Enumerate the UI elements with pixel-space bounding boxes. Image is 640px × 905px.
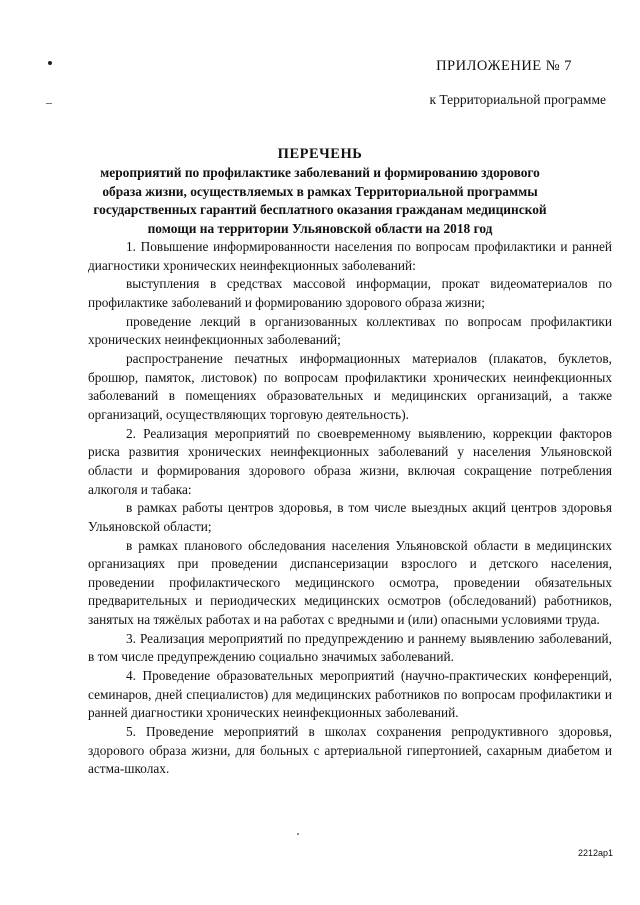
document-code: 2212ap1 [577, 848, 613, 858]
annex-label: ПРИЛОЖЕНИЕ № 7 [436, 58, 572, 74]
scan-mark-dash [46, 103, 52, 104]
annex-subtitle: к Территориальной программе [429, 92, 606, 107]
paragraph-1-item-1: выступления в средствах массовой информации, прокат видеоматериалов по профилактике заболеваний и формированию здорового образа жизни; [88, 276, 612, 310]
scan-mark-dot [48, 61, 52, 65]
paragraph-1-item-3: распространение печатных информационных материалов (плакатов, буклетов, брошюр, памяток, листовок) по вопросам профилактики хронических неинфекционных заболеваний в помещениях образовательных и медицинских организаций, а также организаций, осуществляющих торговую деятельность). [88, 350, 612, 422]
paragraph-2-item-1: в рамках работы центров здоровья, в том числе выездных акций центров здоровья Ульяновской области; [88, 500, 612, 534]
paragraph-1: 1. Повышение информированности населения по вопросам профилактики и ранней диагностики хронических неинфекционных заболеваний: [88, 239, 612, 273]
paragraph-3: 3. Реализация мероприятий по предупреждению и раннему выявлению заболеваний, в том числе предупреждению социально значимых заболеваний. [88, 630, 612, 665]
paragraph-5: 5. Проведение мероприятий в школах сохранения репродуктивного здоровья, здорового образа жизни, для больных с артериальной гипертонией, сахарным диабетом и астма-школах. [88, 724, 612, 777]
paragraph-2: 2. Реализация мероприятий по своевременному выявлению, коррекции факторов риска развития хронических неинфекционных заболеваний у населения Ульяновской области и формирования здорового образа жизни, включая сокращение потребления алкоголя и табака: [88, 425, 612, 497]
paragraph-2-item-2: в рамках планового обследования населения Ульяновской области в медицинских организациях при проведении диспансеризации взрослого и детского населения, проведении профилактического медицинского осмотра, проведении обязательных предварительных и периодических медицинских осмотров (обследований) работников, занятых на тяжёлых работах и на работах с вредными и (или) опасными условиями труда. [88, 537, 612, 628]
document-title: ПЕРЕЧЕНЬ [277, 146, 363, 162]
document-subtitle: мероприятий по профилактике заболеваний и формированию здорового образа жизни, осуществляемых в рамках Территориальной программы государственных гарантий бесплатного оказания гражданам медицинской помощи на территории Ульяновской области на 2018 год [93, 165, 547, 236]
paragraph-4: 4. Проведение образовательных мероприятий (научно-практических конференций, семинаров, дней специалистов) для медицинских работников по вопросам профилактики и ранней диагностики хронических неинфекционных заболеваний. [88, 668, 612, 721]
paragraph-1-item-2: проведение лекций в организованных коллективах по вопросам профилактики хронических неинфекционных заболеваний; [88, 313, 612, 348]
document-body [88, 238, 612, 779]
scan-mark-small [297, 833, 299, 835]
